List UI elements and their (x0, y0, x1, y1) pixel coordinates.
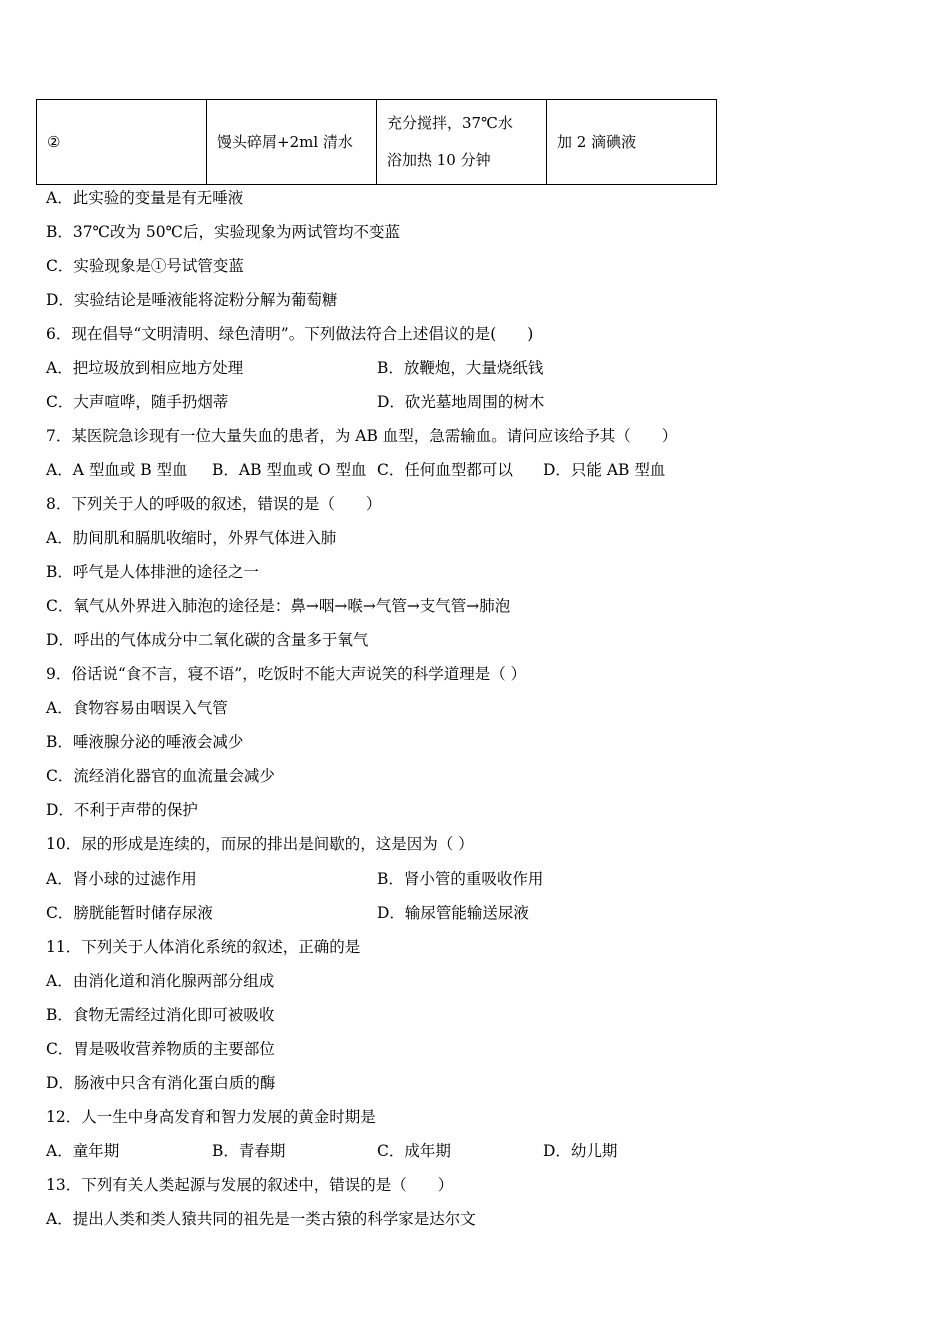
table-cell-reagent: 加 2 滴碘液 (547, 100, 717, 185)
q11-option-a: A．由消化道和消化腺两部分组成 (46, 972, 275, 990)
q11-option-d: D．肠液中只含有消化蛋白质的酶 (46, 1074, 276, 1092)
q5-option-d: D．实验结论是唾液能将淀粉分解为葡萄糖 (46, 291, 338, 309)
table-cell-treatment (377, 100, 547, 185)
q12-option-c: C．成年期 (377, 1142, 451, 1160)
q8-option-d: D．呼出的气体成分中二氧化碳的含量多于氧气 (46, 631, 369, 649)
q6-option-a: A．把垃圾放到相应地方处理 (46, 359, 244, 377)
q10-option-a: A．肾小球的过滤作用 (46, 870, 197, 888)
experiment-table (36, 99, 717, 185)
q12-option-a: A．童年期 (46, 1142, 120, 1160)
q6-options-row-1 (46, 358, 544, 378)
q6-option-c: C．大声喧哗，随手扔烟蒂 (46, 393, 229, 411)
q8-option-a: A．肋间肌和膈肌收缩时，外界气体进入肺 (46, 529, 337, 547)
q10-option-c: C．膀胱能暂时储存尿液 (46, 904, 213, 922)
q6-stem: 6．现在倡导“文明清明、绿色清明”。下列做法符合上述倡议的是( ) (46, 325, 534, 343)
q10-stem: 10．尿的形成是连续的，而尿的排出是间歇的，这是因为（ ） (46, 835, 474, 853)
q8-option-c: C．氧气从外界进入肺泡的途径是：鼻→咽→喉→气管→支气管→肺泡 (46, 597, 511, 615)
table-row (37, 100, 717, 185)
q7-option-b: B．AB 型血或 O 型血 (212, 461, 367, 479)
q7-option-d: D．只能 AB 型血 (543, 461, 666, 479)
treatment-line-1: 充分搅拌，37℃水 (387, 114, 513, 132)
q10-option-b: B．肾小管的重吸收作用 (377, 870, 544, 888)
q12-options (46, 1141, 746, 1161)
q8-option-b: B．呼气是人体排泄的途径之一 (46, 563, 259, 581)
q11-option-b: B．食物无需经过消化即可被吸收 (46, 1006, 275, 1024)
q7-option-a: A．A 型血或 B 型血 (46, 461, 188, 479)
q5-option-c: C．实验现象是①号试管变蓝 (46, 257, 244, 275)
q7-stem: 7．某医院急诊现有一位大量失血的患者，为 AB 血型，急需输血。请问应该给予其（ ） (46, 427, 678, 445)
q9-stem: 9．俗话说“食不言，寝不语”，吃饭时不能大声说笑的科学道理是（ ） (46, 665, 527, 683)
q9-option-c: C．流经消化器官的血流量会减少 (46, 767, 275, 785)
q7-options (46, 460, 746, 480)
q9-option-b: B．唾液腺分泌的唾液会减少 (46, 733, 244, 751)
q8-stem: 8．下列关于人的呼吸的叙述，错误的是（ ） (46, 495, 382, 513)
q10-options-row-2 (46, 903, 529, 923)
q6-options-row-2 (46, 392, 545, 412)
q12-option-b: B．青春期 (212, 1142, 286, 1160)
q13-stem: 13．下列有关人类起源与发展的叙述中，错误的是（ ） (46, 1176, 454, 1194)
q9-option-d: D．不利于声带的保护 (46, 801, 198, 819)
q13-option-a: A．提出人类和类人猿共同的祖先是一类古猿的科学家是达尔文 (46, 1210, 476, 1228)
table-cell-material: 馒头碎屑+2ml 清水 (207, 100, 377, 185)
q11-stem: 11．下列关于人体消化系统的叙述，正确的是 (46, 938, 361, 956)
q10-option-d: D．输尿管能输送尿液 (377, 904, 529, 922)
q11-option-c: C．胃是吸收营养物质的主要部位 (46, 1040, 275, 1058)
q6-option-d: D．砍光墓地周围的树木 (377, 393, 545, 411)
q5-option-b: B．37℃改为 50℃后，实验现象为两试管均不变蓝 (46, 223, 400, 241)
table-cell-tube: ② (37, 100, 207, 185)
q12-stem: 12．人一生中身高发育和智力发展的黄金时期是 (46, 1108, 376, 1126)
treatment-line-2: 浴加热 10 分钟 (387, 151, 491, 169)
q10-options-row-1 (46, 869, 544, 889)
q6-option-b: B．放鞭炮，大量烧纸钱 (377, 359, 544, 377)
q7-option-c: C．任何血型都可以 (377, 461, 513, 479)
q5-option-a: A．此实验的变量是有无唾液 (46, 189, 244, 207)
q12-option-d: D．幼儿期 (543, 1142, 618, 1160)
q9-option-a: A．食物容易由咽误入气管 (46, 699, 228, 717)
